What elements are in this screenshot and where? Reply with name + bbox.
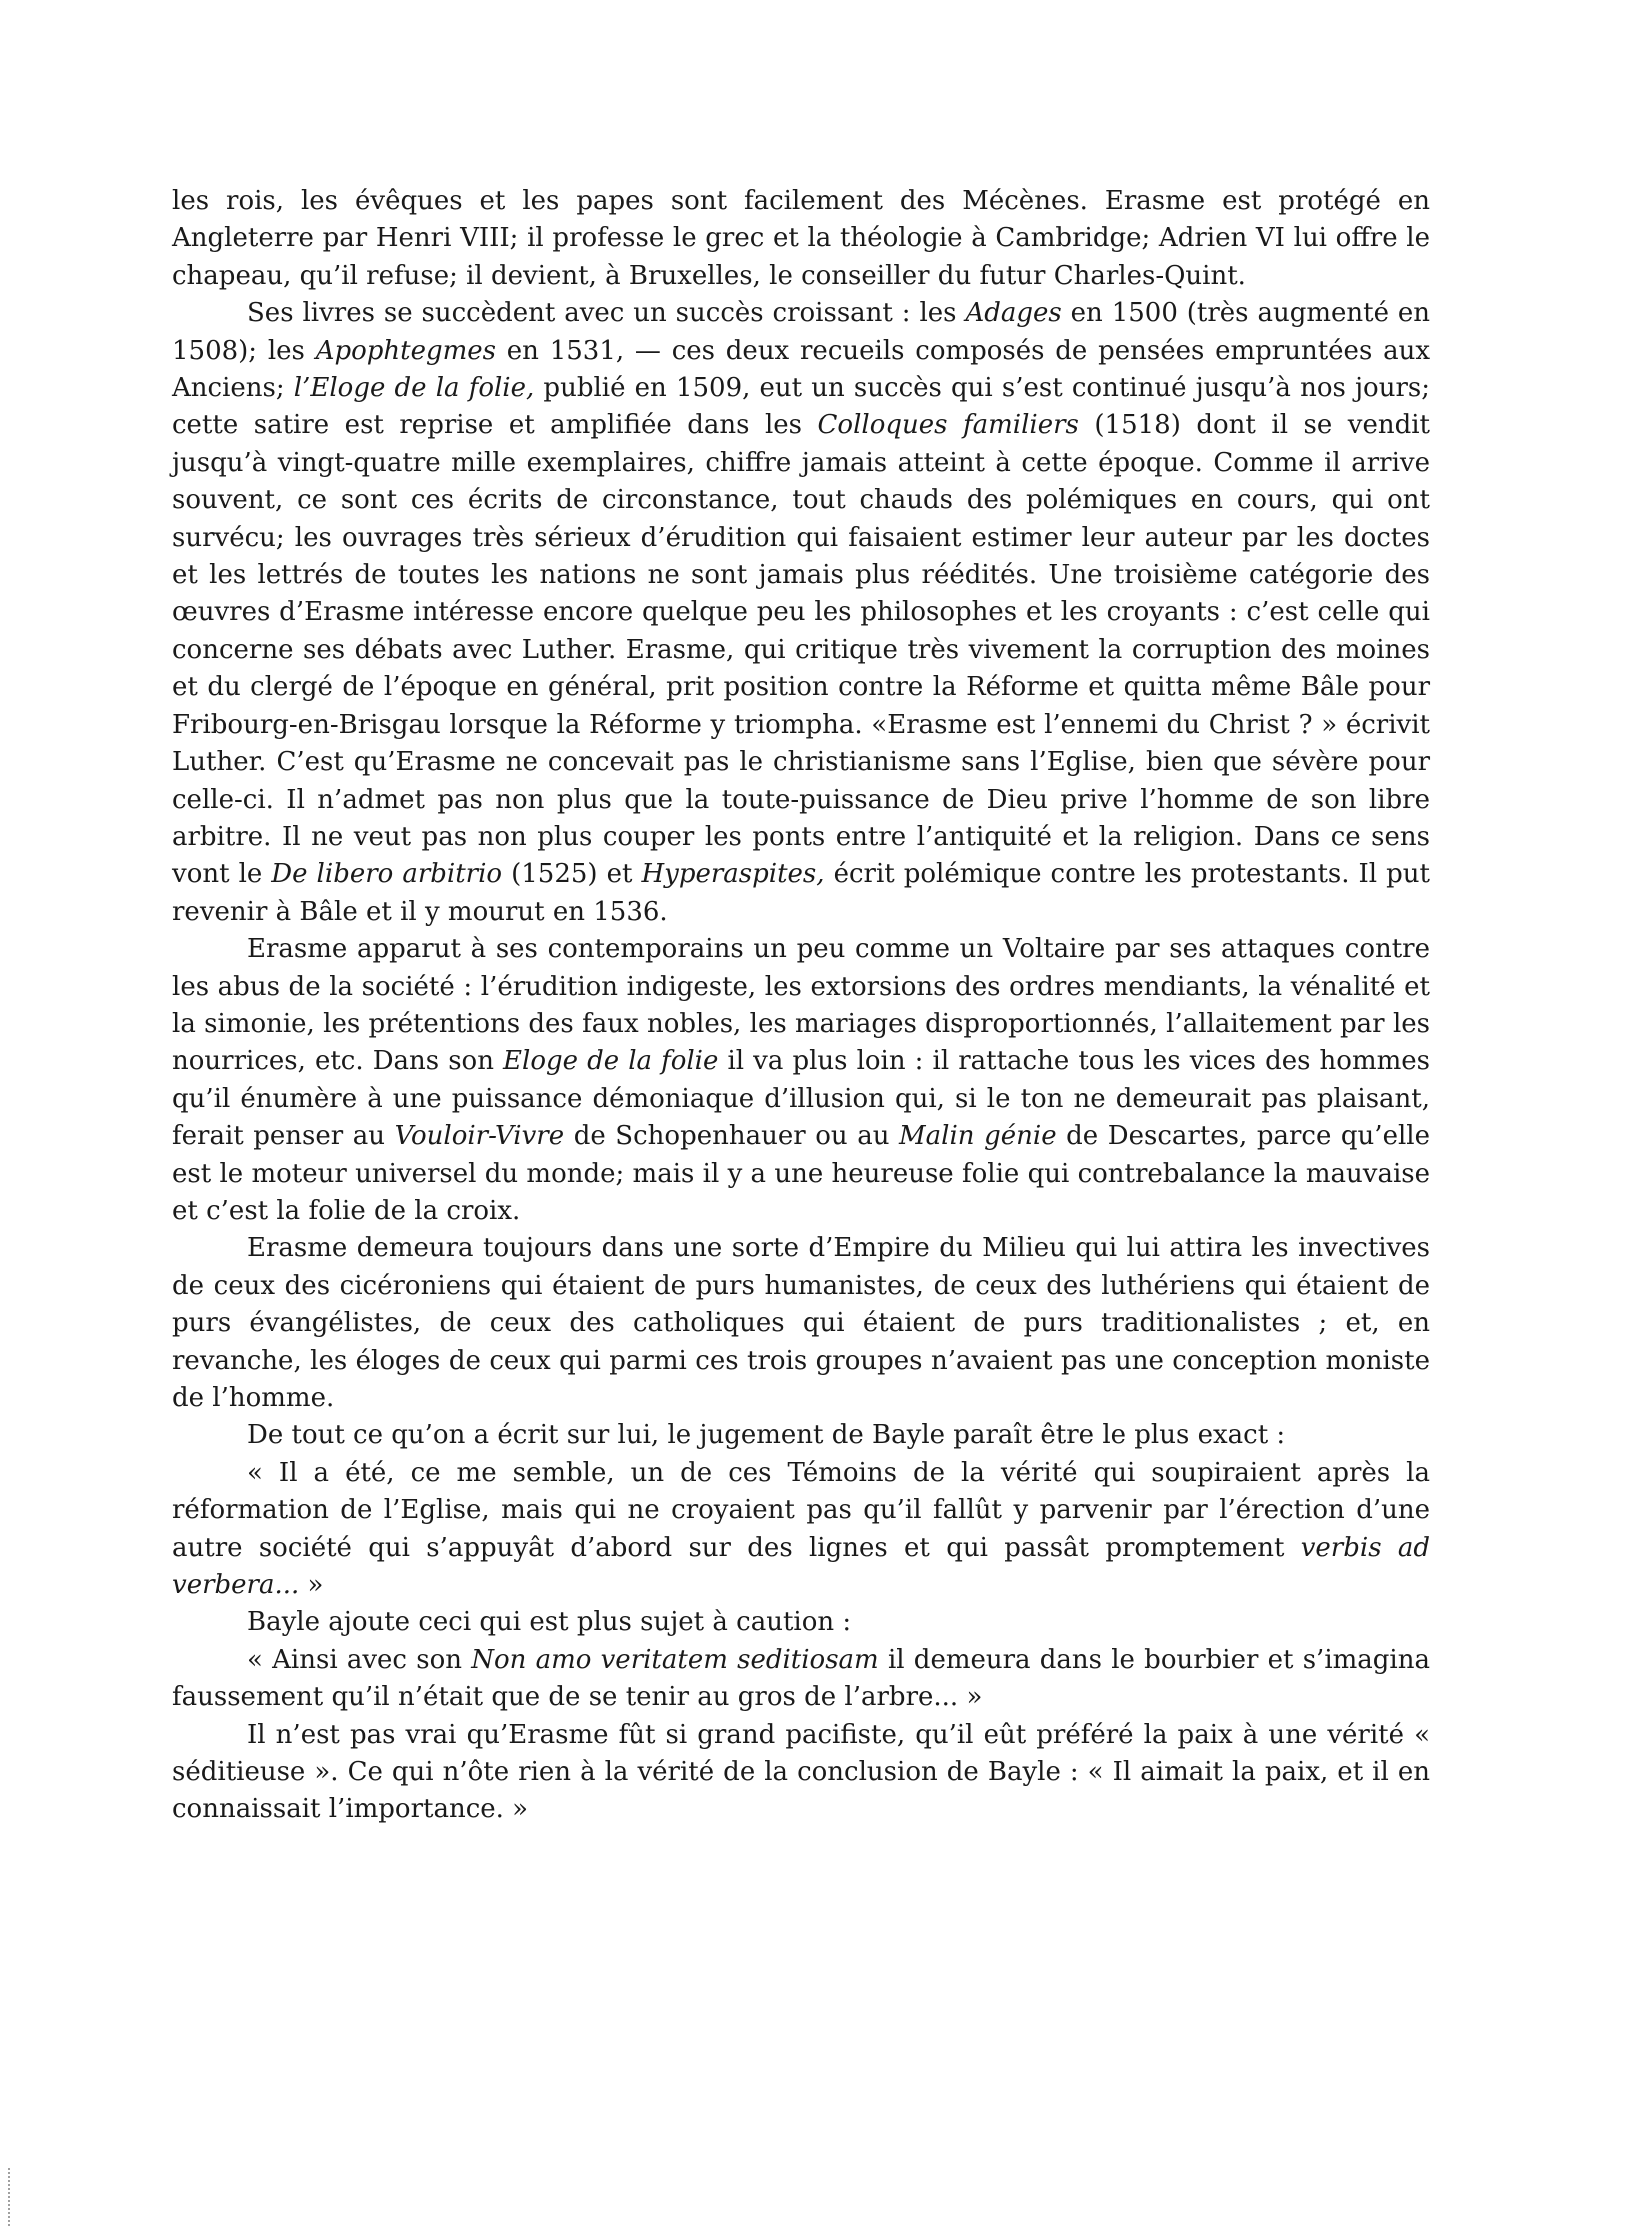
paragraph-p3	[172, 931, 1430, 1230]
text-run: Il n’est pas vrai qu’Erasme fût si grand pacifiste, qu’il eût préféré la paix à une vérité « séditieuse ». Ce qui n’ôte rien à la vérité de la conclusion de Bayle : « Il aimait la paix, et il en connaissait l’importance. »	[172, 1719, 1430, 1825]
text-run: »	[299, 1570, 324, 1601]
text-run: (1525) et	[502, 859, 642, 890]
paragraph-p4	[172, 1230, 1430, 1417]
italic-title: Adages	[965, 298, 1062, 329]
paragraph-p2	[172, 295, 1430, 931]
italic-title: verbis ad verbera...	[172, 1532, 1431, 1601]
text-run: de Schopenhauer ou au	[564, 1121, 900, 1152]
paragraph-p6	[172, 1455, 1430, 1605]
text-run: Erasme demeura toujours dans une sorte d’Empire du Milieu qui lui attira les invectives de ceux des cicéroniens qui étaient de purs humanistes, de ceux des luthériens qui étaient de purs évangélistes, de ceux des catholiques qui étaient de purs traditionalistes ; et, en revanche, les éloges de ceux qui parmi ces trois groupes n’avaient pas une conception moniste de l’homme.	[172, 1233, 1430, 1413]
paragraph-p8	[172, 1642, 1430, 1717]
paragraph-p1	[172, 183, 1430, 295]
text-run: en 1500 (très augmenté en 1508); les	[172, 298, 1431, 366]
text-run: en 1531, — ces deux recueils composés de pensées empruntées aux Anciens;	[172, 335, 1430, 404]
text-run: les rois, les évêques et les papes sont facilement des Mécènes. Erasme est protégé en Angleterre par Henri VIII; il professe le grec et la théologie à Cambridge; Adrien VI lui offre le chapeau, qu’il refuse; il devient, à Bruxelles, le conseiller du futur Charles-Quint.	[172, 186, 1430, 291]
text-run: « Il a été, ce me semble, un de ces Témoins de la vérité qui soupiraient après la réformation de l’Eglise, mais qui ne croyaient pas qu’il fallût y parvenir par l’érection d’une autre société qui s’appuyât d’abord sur des lignes et qui passât promptement	[172, 1457, 1430, 1563]
italic-title: Non amo veritatem seditiosam	[471, 1644, 879, 1675]
text-run: écrit polémique contre les protestants. Il put revenir à Bâle et il y mourut en 1536.	[172, 859, 1430, 927]
text-run: Erasme apparut à ses contemporains un peu comme un Voltaire par ses attaques contre les abus de la société : l’érudition indigeste, les extorsions des ordres mendiants, la vénalité et la simonie, les prétentions des faux nobles, les mariages disproportionnés, l’allaitement par les nourrices, etc. Dans son	[172, 934, 1430, 1077]
italic-title: Vouloir-Vivre	[394, 1121, 565, 1152]
paragraph-p5	[172, 1417, 1430, 1454]
scan-edge-mark	[8, 2168, 12, 2226]
paragraph-p7	[172, 1604, 1430, 1641]
italic-title: Hyperaspites,	[641, 859, 825, 890]
text-run: de Descartes, parce qu’elle est le moteur universel du monde; mais il y a une heureuse folie qui contrebalance la mauvaise et c’est la folie de la croix.	[172, 1121, 1430, 1226]
text-run: De tout ce qu’on a écrit sur lui, le jugement de Bayle paraît être le plus exact :	[247, 1420, 1286, 1451]
text-run: « Ainsi avec son	[247, 1644, 472, 1675]
italic-title: De libero arbitrio	[271, 859, 503, 890]
text-run: (1518) dont il se vendit jusqu’à vingt-quatre mille exemplaires, chiffre jamais atteint à cette époque. Comme il arrive souvent, ce sont ces écrits de circonstance, tout chauds des polémiques en cours, qui ont survécu; les ouvrages très sérieux d’érudition qui faisaient estimer leur auteur par les doctes et les lettrés de toutes les nations ne sont jamais plus réédités. Une troisième catégorie des œuvres d’Erasme intéresse encore quelque peu les philosophes et les croyants : c’est celle qui concerne ses débats avec Luther. Erasme, qui critique très vivement la corruption des moines et du clergé de l’époque en général, prit position contre la Réforme et quitta même Bâle pour Fribourg-en-Brisgau lorsque la Réforme y triompha. «Erasme est l’ennemi du Christ ? » écrivit Luther. C’est qu’Erasme ne concevait pas le christianisme sans l’Eglise, bien que sévère pour celle-ci. Il n’admet pas non plus que la toute-puissance de Dieu prive l’homme de son libre arbitre. Il ne veut pas non plus couper les ponts entre l’antiquité et la religion. Dans ce sens vont le	[172, 410, 1430, 890]
italic-title: l’Eloge de la folie,	[293, 373, 535, 404]
text-run: Bayle ajoute ceci qui est plus sujet à caution :	[247, 1607, 852, 1638]
italic-title: Colloques familiers	[817, 410, 1079, 441]
italic-title: Eloge de la folie	[503, 1046, 719, 1077]
paragraph-p9	[172, 1717, 1430, 1829]
italic-title: Apophtegmes	[315, 335, 497, 366]
italic-title: Malin génie	[899, 1121, 1057, 1152]
text-run: il demeura dans le bourbier et s’imagina faussement qu’il n’était que de se tenir au gros de l’arbre... »	[172, 1644, 1430, 1713]
text-run: Ses livres se succèdent avec un succès croissant : les	[247, 298, 966, 329]
body-text	[172, 183, 1430, 1829]
text-run: publié en 1509, eut un succès qui s’est continué jusqu’à nos jours; cette satire est reprise et amplifiée dans les	[172, 373, 1430, 441]
text-run: il va plus loin : il rattache tous les vices des hommes qu’il énumère à une puissance démoniaque d’illusion qui, si le ton ne demeurait pas plaisant, ferait penser au	[172, 1046, 1430, 1152]
